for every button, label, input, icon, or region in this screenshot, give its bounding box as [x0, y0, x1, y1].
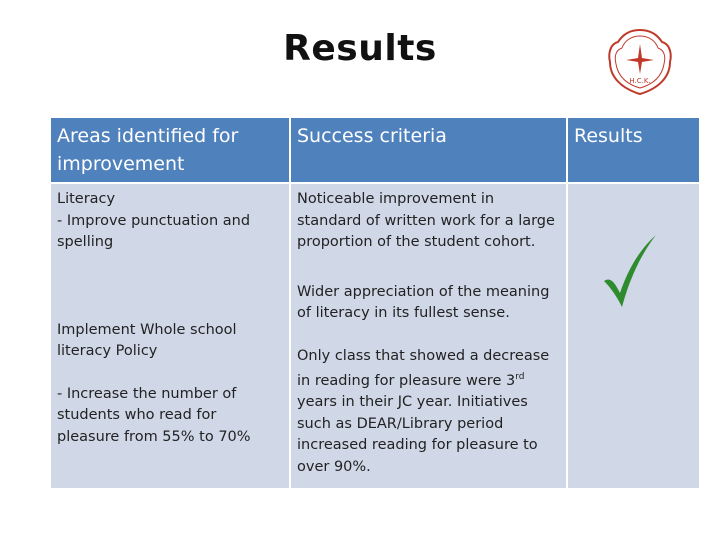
table-row	[50, 183, 700, 489]
criterion-1: Noticeable improvement in standard of written work for a large proportion of the student cohort.	[297, 191, 555, 250]
logo-text: H.C.K.	[629, 77, 651, 85]
results-cell	[567, 183, 700, 489]
school-crest-logo	[604, 26, 676, 98]
literacy-title: Literacy	[57, 191, 116, 207]
header-results: Results	[567, 117, 700, 183]
header-success-criteria: Success criteria	[290, 117, 567, 183]
results-table	[49, 116, 701, 490]
criteria-cell	[290, 183, 567, 489]
header-areas: Areas identified for improvement	[50, 117, 290, 183]
criterion-2: Wider appreciation of the meaning of literacy in its fullest sense.	[297, 283, 550, 321]
policy-item: - Increase the number of students who read for pleasure from 55% to 70%	[57, 385, 251, 445]
page-title: Results	[283, 28, 437, 69]
areas-cell	[50, 183, 290, 489]
literacy-item: - Improve punctuation and spelling	[57, 212, 251, 250]
checkmark-icon	[602, 233, 658, 313]
table-header-row	[50, 117, 700, 183]
policy-title: Implement Whole school literacy Policy	[57, 321, 237, 359]
criterion-3: Only class that showed a decrease in reading for pleasure were 3rd years in their JC year. Initiatives such as DEAR/Library period increased reading for pleasure to over 90%.	[297, 347, 550, 475]
